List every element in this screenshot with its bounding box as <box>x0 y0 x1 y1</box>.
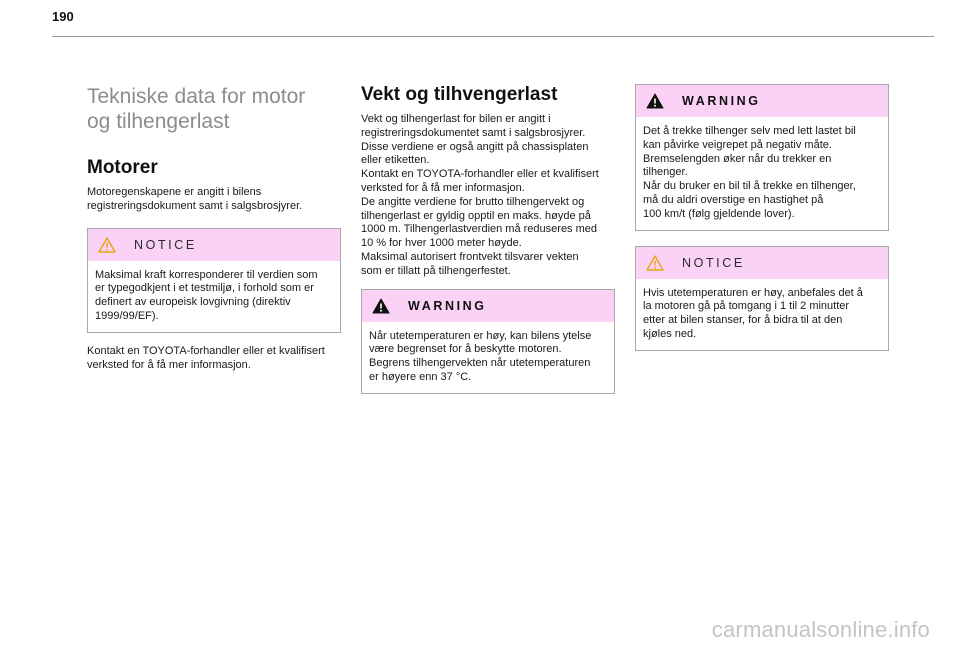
notice-label: NOTICE <box>134 237 197 252</box>
section-title-line-1: Tekniske data for motor <box>87 85 306 108</box>
notice-line: er typegodkjent i et testmiljø, i forhold som er <box>95 282 314 295</box>
notice-label: NOTICE <box>682 255 745 270</box>
vekt-line: verksted for å få mer informasjon. <box>361 181 525 194</box>
notice-text <box>95 269 332 324</box>
vekt-line: De angitte verdiene for brutto tilhengervekt og <box>361 195 585 208</box>
warning-line: tilhenger. <box>643 166 688 179</box>
heading-vekt: Vekt og tilhvengerlast <box>361 84 558 105</box>
warning-line: er høyere enn 37 °C. <box>369 370 472 383</box>
contact-line-2: verksted for å få mer informasjon. <box>87 358 251 371</box>
notice-line: etter at bilen stanser, for å bidra til at den <box>643 314 843 327</box>
notice-line: la motoren gå på tomgang i 1 til 2 minutter <box>643 300 850 313</box>
vekt-line: registreringsdokumentet samt i salgsbrosjyrer. <box>361 126 586 139</box>
section-title-line-2: og tilhengerlast <box>87 110 230 133</box>
warning-text <box>369 330 606 385</box>
vekt-line: eller etiketten. <box>361 154 430 167</box>
vekt-line: Disse verdiene er også angitt på chassisplaten <box>361 140 589 153</box>
contact-line-1: Kontakt en TOYOTA-forhandler eller et kvalifisert <box>87 344 325 357</box>
warning-label: WARNING <box>682 94 761 108</box>
column-2 <box>361 84 615 394</box>
vekt-text <box>361 113 615 279</box>
column-3 <box>635 84 889 351</box>
warning-triangle-outline-icon <box>98 237 116 253</box>
notice-line: kjøles ned. <box>643 327 697 340</box>
motorer-intro-line-1: Motoregenskapene er angitt i bilens <box>87 186 262 198</box>
motorer-intro-line-2: registreringsdokument samt i salgsbrosjyrer. <box>87 199 303 212</box>
notice-box-idle <box>635 246 889 351</box>
section-title <box>87 84 341 134</box>
vekt-line: tilhengerlast er gyldig opptil en maks. høyde på <box>361 209 591 222</box>
vekt-line: som er tillatt på tilhengerfestet. <box>361 264 511 277</box>
warning-box-temperature <box>361 289 615 394</box>
warning-line: Bremselengden øker når du trekker en <box>643 152 832 165</box>
notice-body <box>88 261 340 332</box>
vekt-line: 10 % for hver 1000 meter høyde. <box>361 237 522 250</box>
warning-triangle-filled-icon <box>646 93 664 109</box>
warning-box-towing <box>635 84 889 231</box>
warning-line: 100 km/t (følg gjeldende lover). <box>643 207 795 220</box>
notice-line: Hvis utetemperaturen er høy, anbefales det å <box>643 286 863 299</box>
heading-motorer: Motorer <box>87 157 158 178</box>
notice-line: Maksimal kraft korresponderer til verdien som <box>95 268 318 281</box>
notice-header <box>88 229 340 261</box>
vekt-line: Vekt og tilhengerlast for bilen er angitt i <box>361 113 551 125</box>
contact-text <box>87 345 341 373</box>
column-1 <box>87 84 341 372</box>
vekt-line: Kontakt en TOYOTA-forhandler eller et kvalifisert <box>361 168 599 181</box>
notice-line: 1999/99/EF). <box>95 309 159 322</box>
warning-line: Når du bruker en bil til å trekke en tilhenger, <box>643 180 856 193</box>
notice-body <box>636 279 888 350</box>
warning-body <box>362 322 614 393</box>
warning-triangle-filled-icon <box>372 298 390 314</box>
watermark: carmanualsonline.info <box>711 617 930 642</box>
warning-line: være begrenset for å beskytte motoren. <box>369 343 562 356</box>
header-rule <box>52 36 934 37</box>
warning-header <box>362 290 614 322</box>
warning-line: kan påvirke veigrepet på negativ måte. <box>643 138 832 151</box>
vekt-line: Maksimal autorisert frontvekt tilsvarer vekten <box>361 250 579 263</box>
warning-header <box>636 85 888 117</box>
vekt-line: 1000 m. Tilhengerlastverdien må reduseres med <box>361 223 598 236</box>
warning-body <box>636 117 888 230</box>
warning-line: må du aldri overstige en hastighet på <box>643 193 824 206</box>
warning-label: WARNING <box>408 298 487 313</box>
notice-header <box>636 247 888 279</box>
warning-line: Når utetemperaturen er høy, kan bilens ytelse <box>369 329 592 342</box>
warning-line: Det å trekke tilhenger selv med lett lastet bil <box>643 125 856 137</box>
warning-line: Begrens tilhengervekten når utetemperaturen <box>369 357 591 370</box>
notice-line: definert av europeisk lovgivning (direktiv <box>95 296 291 309</box>
page-number: 190 <box>52 9 74 24</box>
warning-triangle-outline-icon <box>646 255 664 271</box>
notice-text <box>643 287 880 342</box>
notice-box-power <box>87 228 341 333</box>
warning-text <box>643 125 880 222</box>
motorer-intro <box>87 186 341 214</box>
